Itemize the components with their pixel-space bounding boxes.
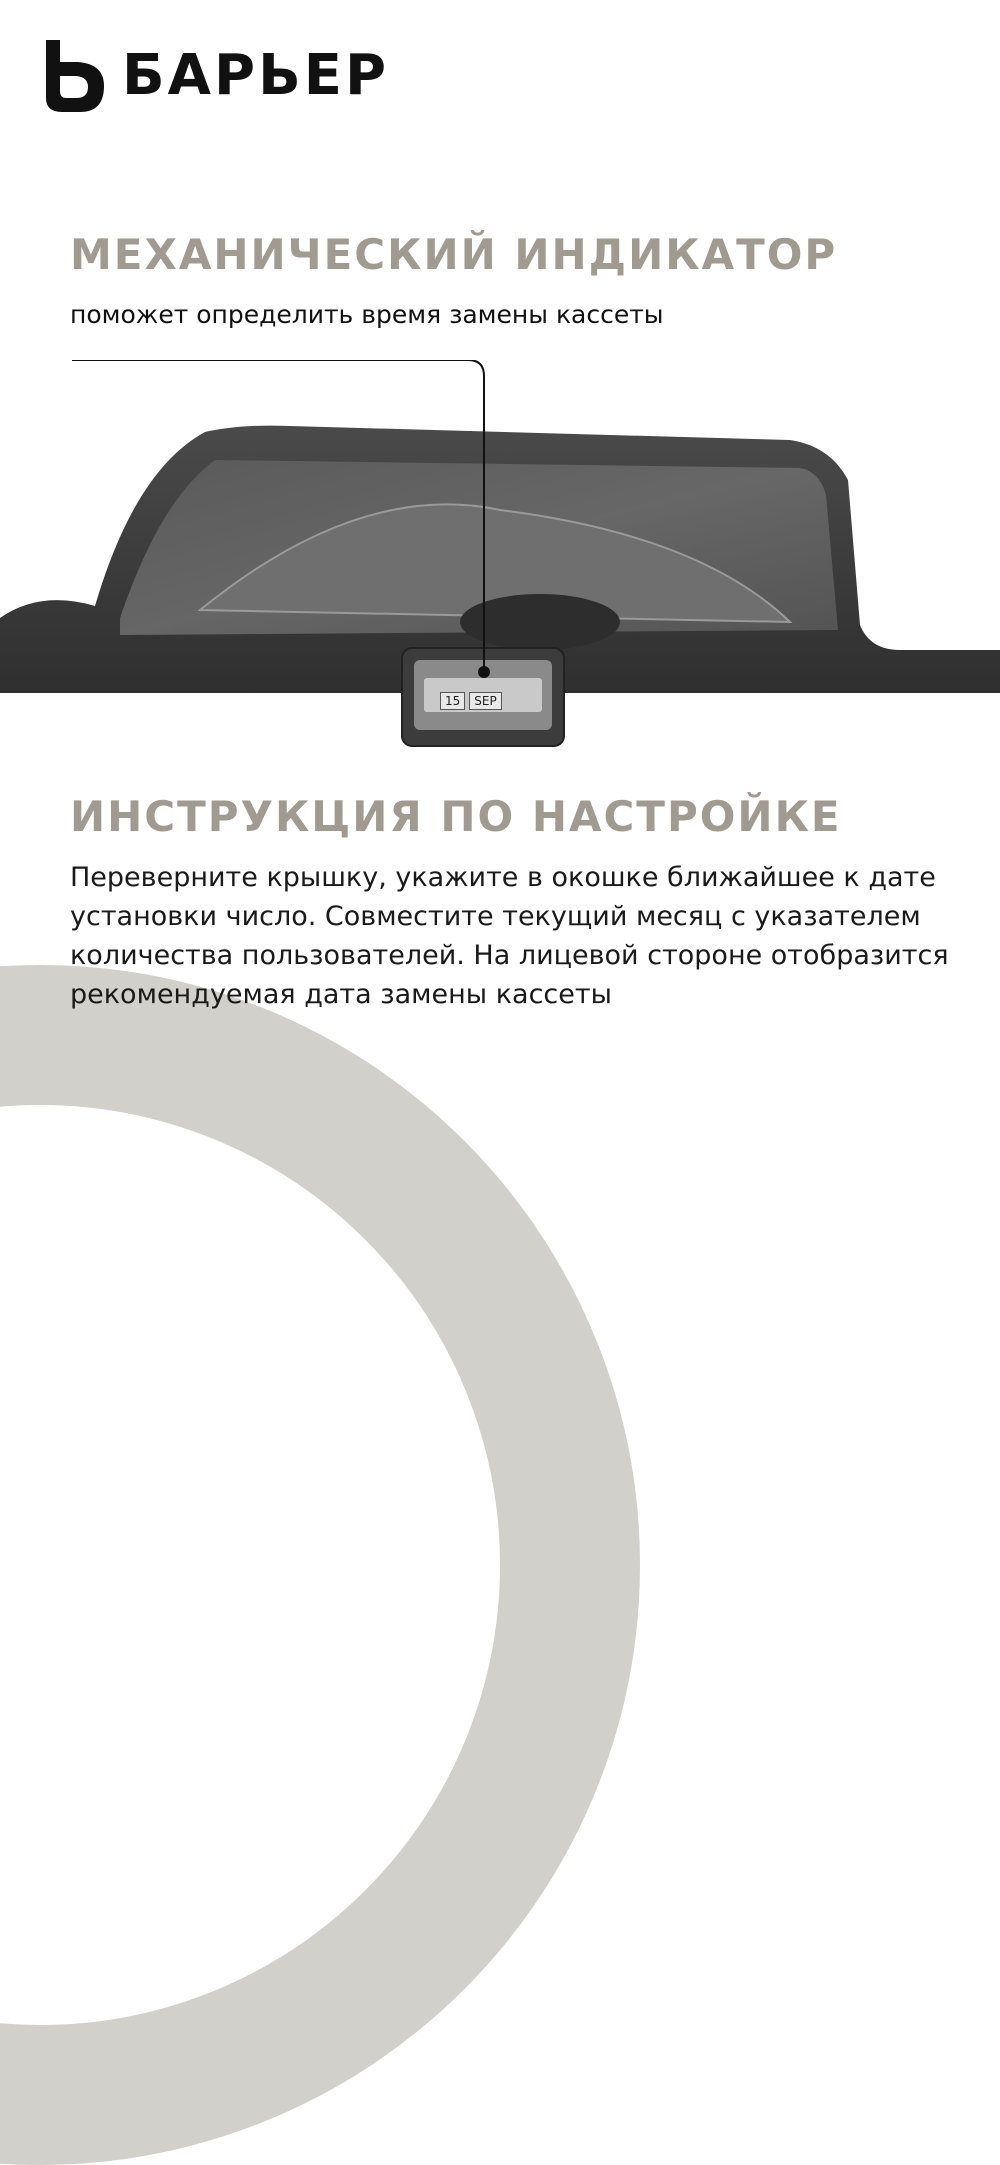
brand-name: БАРЬЕР	[122, 43, 390, 108]
instructions-text: Переверните крышку, укажите в окошке ближайшее к дате установки число. Совместите текущий месяц с указателем количества пользователей. На лицевой стороне отобразится рекомендуемая дата замены кассеты	[70, 862, 949, 1010]
indicator-date-window	[440, 692, 502, 710]
decorative-arc	[0, 965, 640, 2165]
section-subtitle-indicator: поможет определить время замены кассеты	[70, 300, 664, 329]
indicator-month: SEP	[469, 692, 501, 710]
barrier-logo-icon	[36, 36, 108, 116]
section-title-indicator: МЕХАНИЧЕСКИЙ ИНДИКАТОР	[70, 230, 838, 279]
brand-logo[interactable]	[36, 36, 389, 116]
section-title-instructions: ИНСТРУКЦИЯ ПО НАСТРОЙКЕ	[70, 792, 842, 841]
indicator-day: 15	[440, 692, 465, 710]
